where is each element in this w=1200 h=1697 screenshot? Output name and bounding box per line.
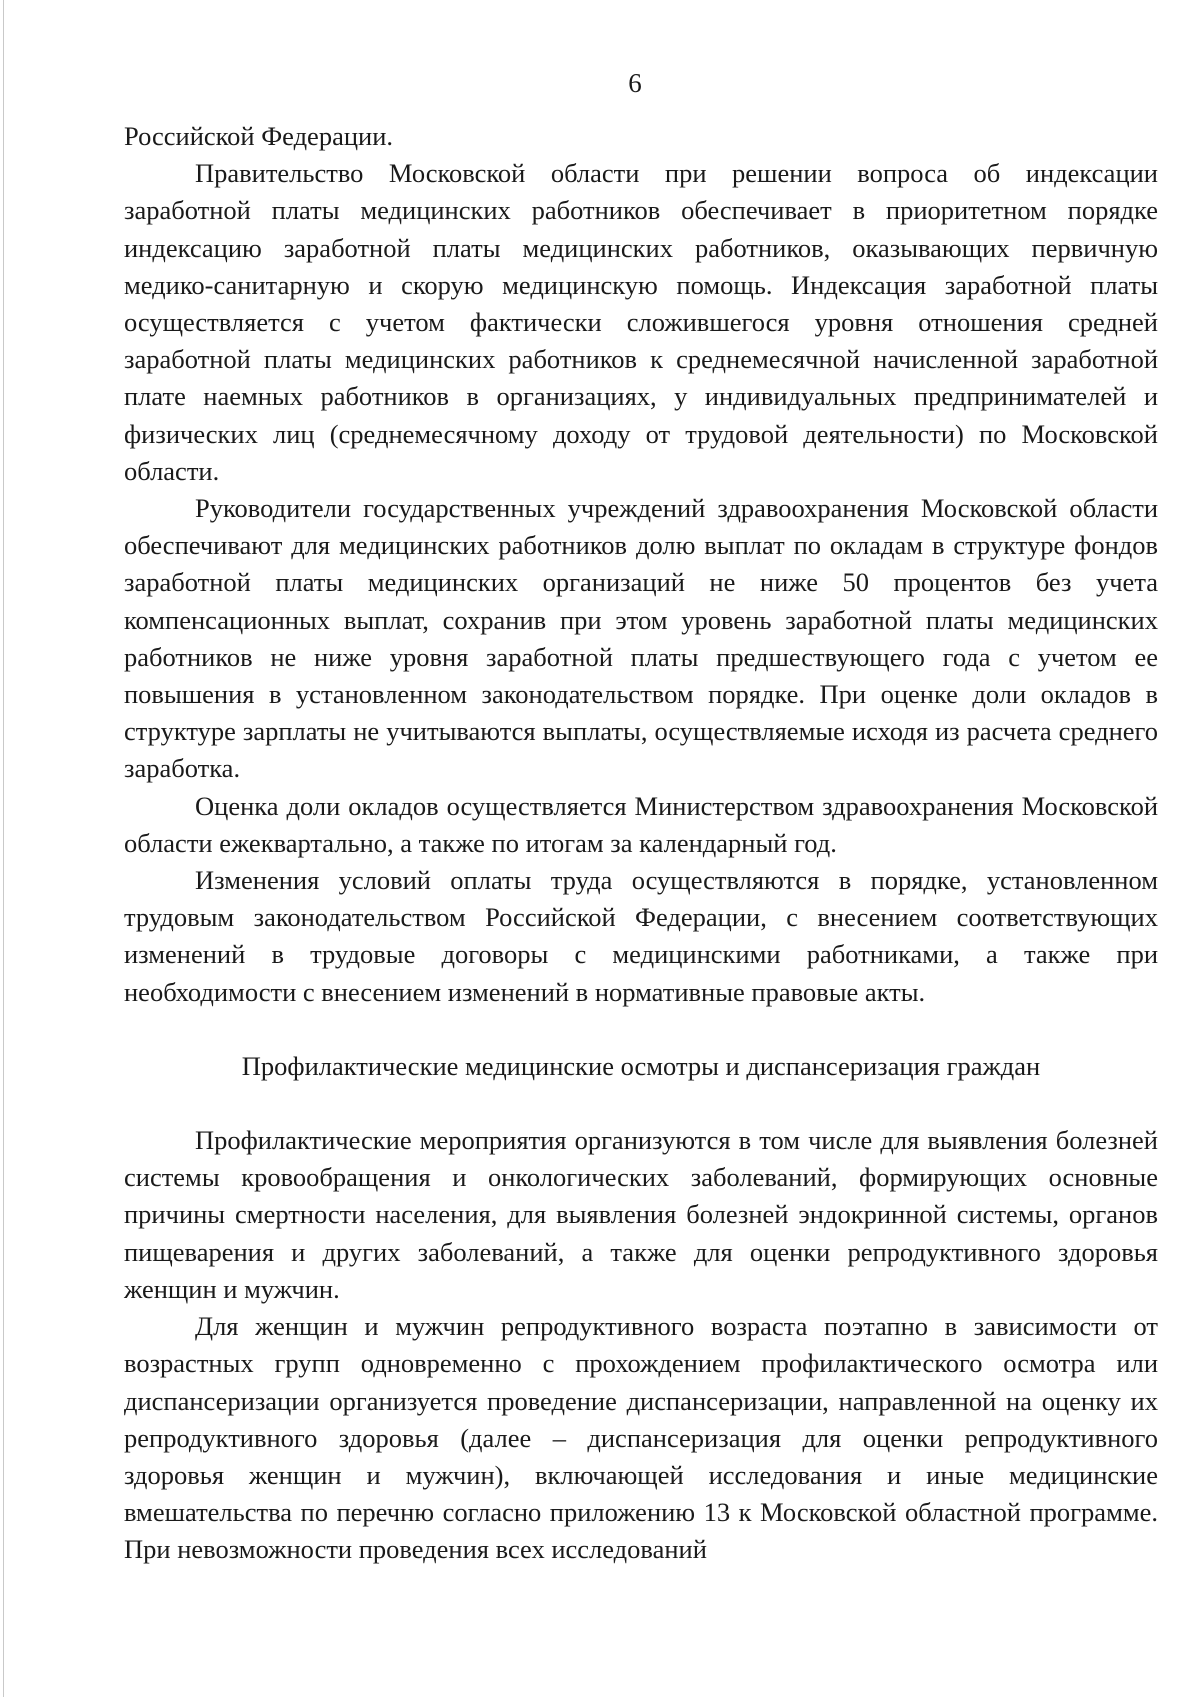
paragraph-salary-indexation: Правительство Московской области при решении вопроса об индексации заработной платы медицинских работников обеспечивает в приоритетном порядке индексацию заработной платы медицинских работников, оказывающих первичную медико-санитарную и скорую медицинскую помощь. Индексация заработной платы осуществляется с учетом фактически сложившегося уровня отношения средней заработной платы медицинских работников к среднемесячной начисленной заработной плате наемных работников в организациях, у индивидуальных предпринимателей и физических лиц (среднемесячному доходу от трудовой деятельности) по Московской области. xyxy=(124,158,1158,486)
section-heading: Профилактические медицинские осмотры и диспансеризация граждан xyxy=(241,1050,1041,1081)
paragraph-salary-assessment: Оценка доли окладов осуществляется Министерством здравоохранения Московской области ежеквартально, а также по итогам за календарный год. xyxy=(124,790,1158,858)
paragraph-salary-share: Руководители государственных учреждений здравоохранения Московской области обеспечивают для медицинских работников долю выплат по окладам в структуре фондов заработной платы медицинских организаций не ниже 50 процентов без учета компенсационных выплат, сохранив при этом уровень заработной платы медицинских работников не ниже уровня заработной платы предшествующего года с учетом ее повышения в установленном законодательством порядке. При оценке доли окладов в структуре зарплаты не учитываются выплаты, осуществляемые исходя из расчета среднего заработка. xyxy=(124,493,1158,784)
scan-edge-line xyxy=(3,0,4,1697)
paragraph-labor-conditions: Изменения условий оплаты труда осуществляются в порядке, установленном трудовым законодательством Российской Федерации, с внесением соответствующих изменений в трудовые договоры с медицинскими работниками, а также при необходимости с внесением изменений в нормативные правовые акты. xyxy=(124,865,1158,1007)
paragraph-continuation: Российской Федерации. xyxy=(124,121,393,151)
paragraph-preventive-measures: Профилактические мероприятия организуются в том числе для выявления болезней системы кровообращения и онкологических заболеваний, формирующих основные причины смертности населения, для выявления болезней эндокринной системы, органов пищеварения и других заболеваний, а также для оценки репродуктивного здоровья женщин и мужчин. xyxy=(124,1125,1158,1304)
document-body xyxy=(124,118,1158,1569)
page-number: 6 xyxy=(628,68,642,98)
paragraph-reproductive-health: Для женщин и мужчин репродуктивного возраста поэтапно в зависимости от возрастных групп одновременно с прохождением профилактического осмотра или диспансеризации организуется проведение диспансеризации, направленной на оценку их репродуктивного здоровья (далее – диспансеризация для оценки репродуктивного здоровья женщин и мужчин), включающей исследования и иные медицинские вмешательства по перечню согласно приложению 13 к Московской областной программе. При невозможности проведения всех исследований xyxy=(124,1311,1158,1565)
